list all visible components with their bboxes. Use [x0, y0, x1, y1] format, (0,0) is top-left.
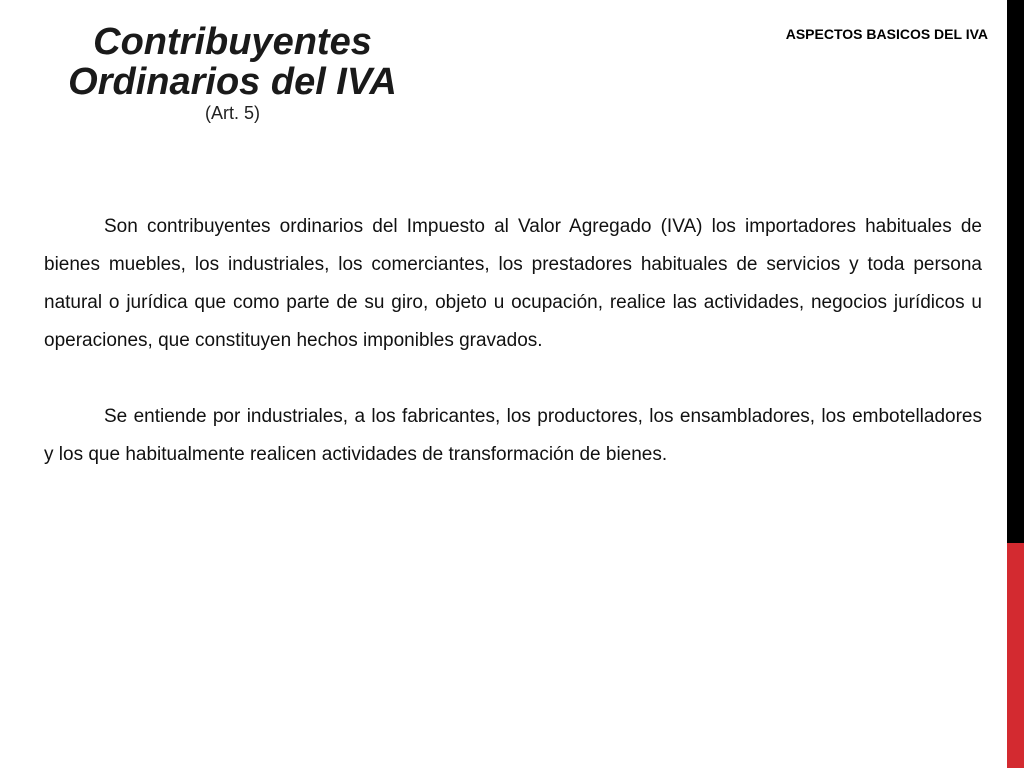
- section-header-label: ASPECTOS BASICOS DEL IVA: [785, 26, 988, 42]
- paragraph-industriales: Se entiende por industriales, a los fabricantes, los productores, los ensambladores, los embotelladores y los que habitualmente realicen actividades de transformación de bienes.: [44, 406, 982, 465]
- side-accent-bar-red: [1007, 543, 1024, 768]
- slide-title-line-2: Ordinarios del IVA: [68, 61, 397, 103]
- side-accent-bar-black: [1007, 0, 1024, 543]
- article-reference: (Art. 5): [204, 103, 260, 123]
- paragraph-definition: Son contribuyentes ordinarios del Impuesto al Valor Agregado (IVA) los importadores habituales de bienes muebles, los industriales, los comerciantes, los prestadores habituales de servicios y toda persona natural o jurídica que como parte de su giro, objeto u ocupación, realice las actividades, negocios jurídicos u operaciones, que constituyen hechos imponibles gravados.: [44, 216, 982, 351]
- title-block: [40, 22, 425, 123]
- body-text: [44, 208, 982, 512]
- slide-title-line-1: Contribuyentes: [93, 21, 372, 63]
- slide-title: [40, 22, 425, 102]
